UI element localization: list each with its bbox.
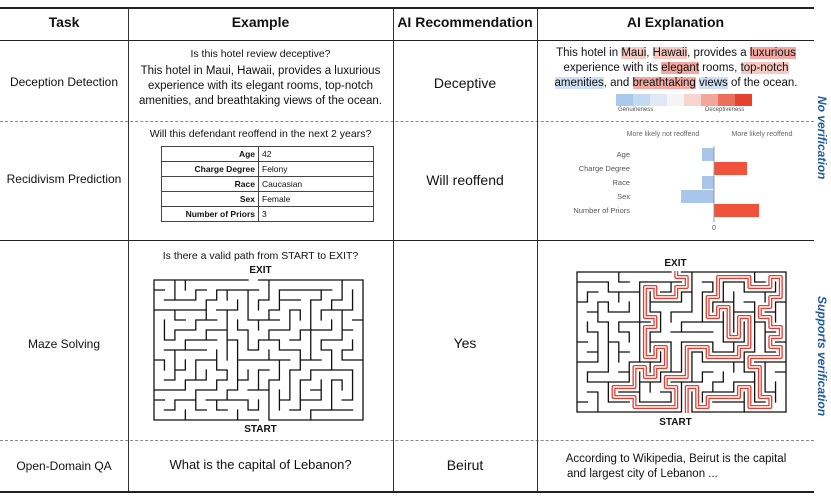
maze-start-label: START — [244, 424, 277, 435]
chart-bar — [714, 162, 747, 175]
feature-value: Caucasian — [259, 177, 374, 192]
scale-swatch — [633, 94, 650, 106]
review-line-2: experience with its elegant rooms, top-notch — [147, 80, 373, 92]
deception-question: Is this hotel review deceptive? — [190, 48, 331, 60]
scale-swatch — [735, 94, 752, 106]
maze-walls — [577, 272, 786, 412]
rec-deception: Deceptive — [433, 75, 497, 91]
scale-left-label: Genuineness — [618, 107, 654, 113]
feature-key: Charge Degree — [162, 162, 259, 177]
review-line-3: amenities, and breathtaking views of the ocean. — [139, 95, 382, 107]
scale-right-label: Deceptiveness — [705, 107, 745, 113]
maze-question: Is there a valid path from START to EXIT? — [162, 250, 359, 262]
deception-color-scale — [616, 94, 752, 106]
row-divider-1 — [0, 121, 814, 122]
chart-bar — [681, 190, 714, 203]
qa-question: What is the capital of Lebanon? — [169, 457, 352, 472]
recidivism-question: Will this defendant reoffend in the next 2 years? — [149, 128, 372, 140]
task-deception: Deception Detection — [9, 75, 119, 89]
word-views: views — [699, 77, 728, 89]
maze-exp-exit-label: EXIT — [664, 258, 687, 269]
scale-swatch — [667, 94, 684, 106]
header-rule — [0, 40, 814, 41]
task-recidivism: Recidivism Prediction — [6, 172, 122, 186]
word-luxurious: luxurious — [749, 47, 796, 59]
chart-category-label: Race — [612, 178, 630, 187]
scale-swatch — [701, 94, 718, 106]
top-rule — [0, 7, 814, 9]
chart-category-label: Sex — [617, 192, 630, 201]
word-hawaii: Hawaii — [652, 47, 688, 59]
feature-value: Female — [259, 192, 374, 207]
side-label-no-verification: No verification — [815, 96, 829, 180]
feature-row — [162, 162, 374, 177]
word-topnotch: top-notch — [740, 62, 789, 74]
word-elegant: elegant — [661, 62, 700, 74]
feature-table — [161, 146, 374, 222]
qa-exp-line-1: According to Wikipedia, Beirut is the capital — [565, 453, 787, 465]
feature-row — [162, 147, 374, 162]
scale-swatch — [684, 94, 701, 106]
maze-exp-start-label: START — [659, 417, 692, 428]
feature-key: Number of Priors — [162, 207, 259, 222]
word-amenities: amenities — [554, 77, 604, 89]
feature-row — [162, 192, 374, 207]
maze-walls — [154, 280, 363, 420]
feature-value: 3 — [259, 207, 374, 222]
row-divider-3 — [0, 440, 814, 441]
chart-zero-label: 0 — [712, 225, 716, 232]
chart-category-label: Age — [616, 150, 630, 159]
qa-explanation — [541, 452, 811, 482]
bottom-rule — [0, 491, 814, 493]
maze-example — [153, 279, 364, 421]
feature-row — [162, 177, 374, 192]
recidivism-feature-chart — [540, 124, 810, 236]
rec-qa: Beirut — [446, 457, 484, 473]
scale-swatch — [718, 94, 735, 106]
maze-solution — [576, 271, 787, 413]
qa-exp-line-2: and largest city of Lebanon ... — [567, 468, 718, 480]
feature-value: Felony — [259, 162, 374, 177]
deception-explanation: This hotel in Maui, Hawaii, provides a luxurious experience with its elegant rooms, top-notch amenities, and breathtaking views of the ocean. — [554, 47, 798, 89]
chart-category-label: Charge Degree — [578, 164, 630, 173]
task-maze: Maze Solving — [27, 337, 101, 351]
feature-value: 42 — [259, 147, 374, 162]
feature-key: Sex — [162, 192, 259, 207]
word-maui: Maui — [621, 47, 647, 59]
row-divider-2 — [0, 240, 814, 241]
feature-row — [162, 207, 374, 222]
scale-swatch — [616, 94, 633, 106]
header-recommendation: AI Recommendation — [397, 14, 533, 30]
chart-bar — [702, 148, 714, 161]
header-example: Example — [231, 14, 290, 30]
side-label-supports-verification: Supports verification — [815, 296, 829, 417]
chart-right-label: More likely reoffend — [731, 131, 793, 138]
chart-left-label: More likely not reoffend — [626, 131, 700, 138]
header-task: Task — [48, 14, 80, 30]
chart-bar — [714, 204, 759, 217]
chart-bar — [702, 176, 714, 189]
rec-recidivism: Will reoffend — [426, 172, 504, 188]
feature-key: Age — [162, 147, 259, 162]
header-explanation: AI Explanation — [626, 14, 725, 30]
word-breathtaking: breathtaking — [632, 77, 696, 89]
scale-swatch — [650, 94, 667, 106]
review-line-1: This hotel in Maui, Hawaii, provides a luxurious — [140, 65, 381, 77]
deception-review — [128, 64, 393, 109]
maze-exit-label: EXIT — [249, 265, 272, 276]
chart-category-label: Number of Priors — [573, 206, 630, 215]
task-qa: Open-Domain QA — [16, 459, 112, 473]
feature-key: Race — [162, 177, 259, 192]
rec-maze: Yes — [453, 335, 477, 351]
